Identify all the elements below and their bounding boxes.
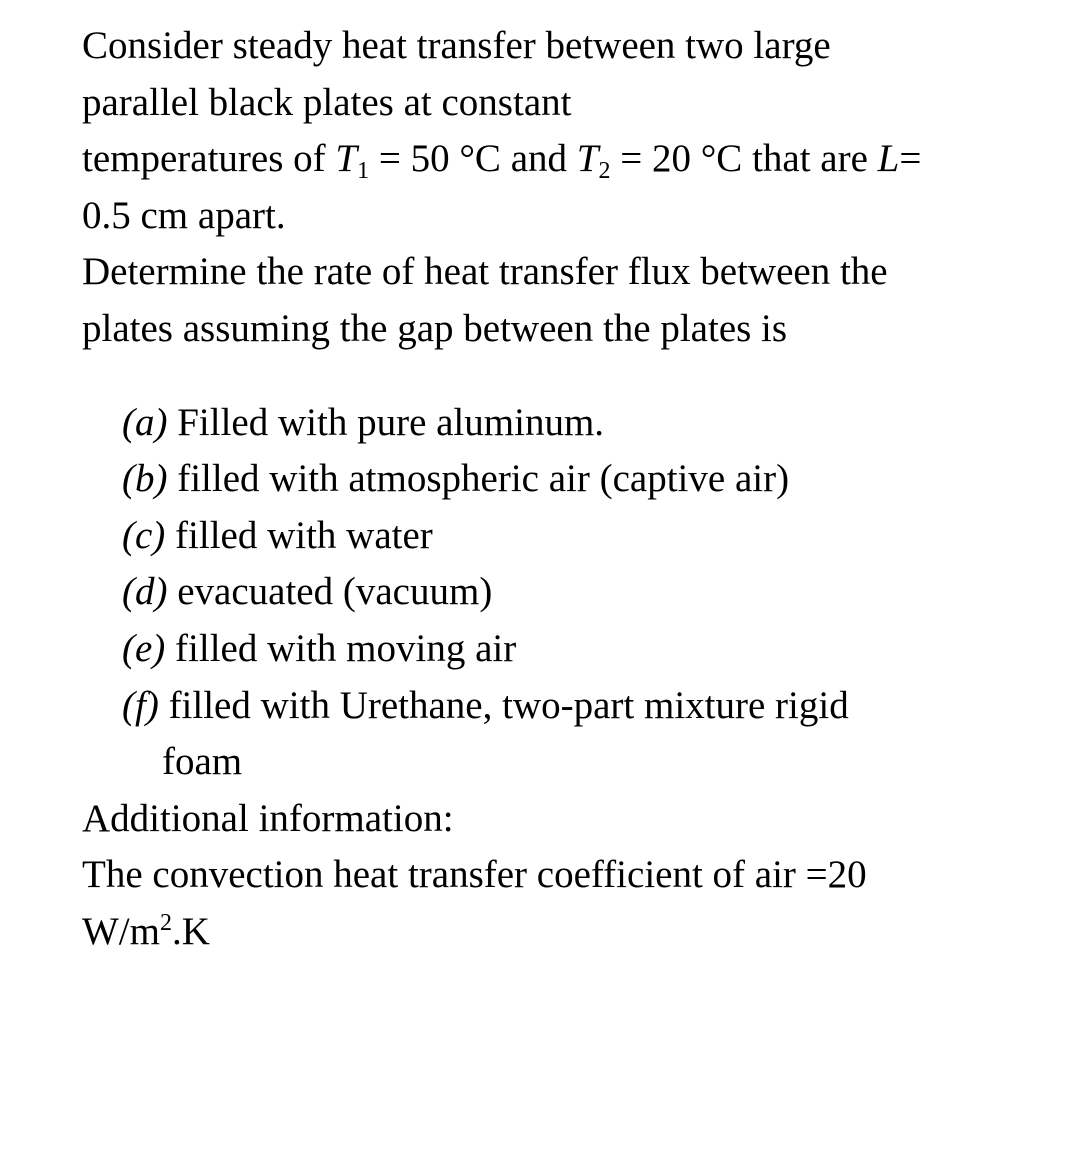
case-e [82, 621, 1042, 678]
case-text: filled with moving air [165, 626, 517, 670]
unit-base: W/m [82, 909, 160, 953]
question-line-1: Determine the rate of heat transfer flux between the [82, 250, 888, 294]
case-f-continuation: foam [162, 740, 243, 784]
t1-subscript: 1 [357, 158, 370, 185]
intro-line-2: parallel black plates at constant [82, 80, 572, 124]
case-label: (e) [122, 626, 166, 670]
case-a [82, 395, 1042, 452]
case-text: evacuated (vacuum) [167, 570, 493, 614]
case-text: Filled with pure aluminum. [167, 400, 605, 444]
additional-line-1: The convection heat transfer coefficient of air =20 [82, 853, 867, 897]
case-label: (b) [122, 457, 168, 501]
t2-variable: T [576, 137, 599, 181]
unit-tail: .K [171, 909, 210, 953]
case-label: (d) [122, 570, 168, 614]
case-b [82, 451, 1042, 508]
question-line-2: plates assuming the gap between the plates is [82, 306, 788, 350]
case-label: (f) [122, 683, 159, 727]
case-c [82, 508, 1042, 565]
unit-superscript: 2 [159, 909, 172, 936]
t1-value: = 50 °C and [369, 137, 577, 181]
l-variable: L [877, 137, 900, 181]
case-d [82, 564, 1042, 621]
case-label: (a) [122, 400, 168, 444]
t2-value: = 20 °C that are [610, 137, 878, 181]
case-f [82, 678, 1042, 735]
t1-variable: T [335, 137, 358, 181]
temperatures-line [82, 131, 1042, 188]
case-text: filled with Urethane, two-part mixture rigid [158, 683, 849, 727]
temps-prefix: temperatures of [82, 137, 336, 181]
l-equals: = [899, 137, 922, 181]
additional-unit-line [82, 904, 1042, 961]
case-label: (c) [122, 513, 166, 557]
case-text: filled with water [165, 513, 433, 557]
additional-heading: Additional information: [82, 796, 454, 840]
case-text: filled with atmospheric air (captive air) [167, 457, 790, 501]
intro-line-1: Consider steady heat transfer between two large [82, 24, 831, 67]
problem-statement [82, 18, 1042, 961]
spacer [82, 358, 1042, 395]
t2-subscript: 2 [598, 158, 611, 185]
gap-distance-line: 0.5 cm apart. [82, 193, 286, 237]
